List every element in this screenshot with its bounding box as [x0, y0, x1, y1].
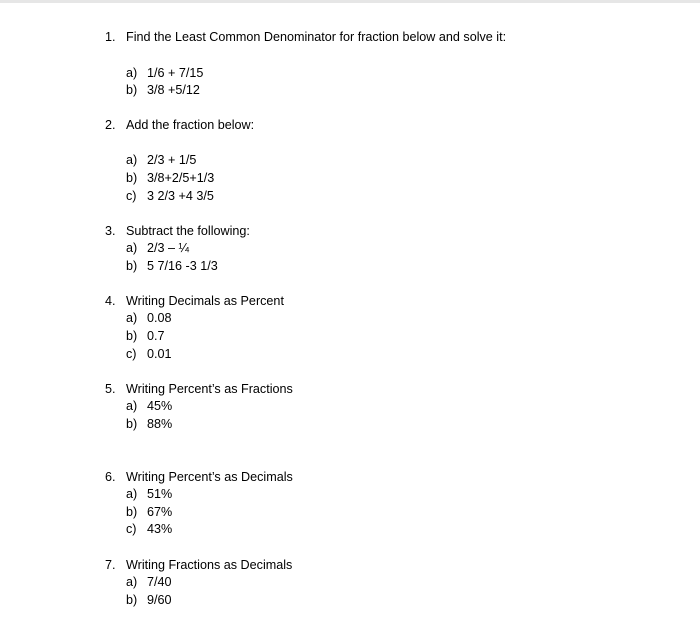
question-title: Writing Percent’s as Decimals: [126, 470, 293, 484]
list-item: c) 0.01: [126, 347, 172, 361]
question-title: Subtract the following:: [126, 224, 250, 238]
question-1: [105, 30, 506, 44]
list-item: b) 3/8+2/5+1/3: [126, 171, 215, 185]
list-item: b) 0.7: [126, 329, 165, 343]
question-number: 5.: [105, 382, 116, 396]
list-item: a) 1/6 + 7/15: [126, 66, 204, 80]
list-item: b) 9/60: [126, 593, 172, 607]
list-item: c) 3 2/3 +4 3/5: [126, 189, 214, 203]
question-4: [105, 294, 284, 308]
question-3: [105, 224, 250, 238]
question-number: 3.: [105, 224, 116, 238]
top-border: [0, 0, 700, 3]
question-7: [105, 558, 292, 572]
question-number: 4.: [105, 294, 116, 308]
list-item: b) 88%: [126, 417, 173, 431]
question-5: [105, 382, 293, 396]
list-item: b) 3/8 +5/12: [126, 83, 200, 97]
list-item: a) 7/40: [126, 575, 172, 589]
list-item: b) 67%: [126, 505, 173, 519]
question-title: Writing Percent’s as Fractions: [126, 382, 293, 396]
question-number: 1.: [105, 30, 116, 44]
list-item: a) 51%: [126, 487, 173, 501]
question-title: Writing Decimals as Percent: [126, 294, 284, 308]
list-item: a) 45%: [126, 399, 173, 413]
question-title: Find the Least Common Denominator for fraction below and solve it:: [126, 30, 507, 44]
question-number: 7.: [105, 558, 116, 572]
list-item: a) 0.08: [126, 311, 172, 325]
list-item: b) 5 7/16 -3 1/3: [126, 259, 218, 273]
question-number: 2.: [105, 118, 116, 132]
question-2: [105, 118, 254, 132]
question-title: Add the fraction below:: [126, 118, 255, 132]
question-number: 6.: [105, 470, 116, 484]
list-item: a) 2/3 + 1/5: [126, 153, 197, 167]
question-6: [105, 470, 293, 484]
list-item: a) 2/3 – ¼: [126, 241, 190, 255]
list-item: c) 43%: [126, 522, 173, 536]
question-title: Writing Fractions as Decimals: [126, 558, 293, 572]
